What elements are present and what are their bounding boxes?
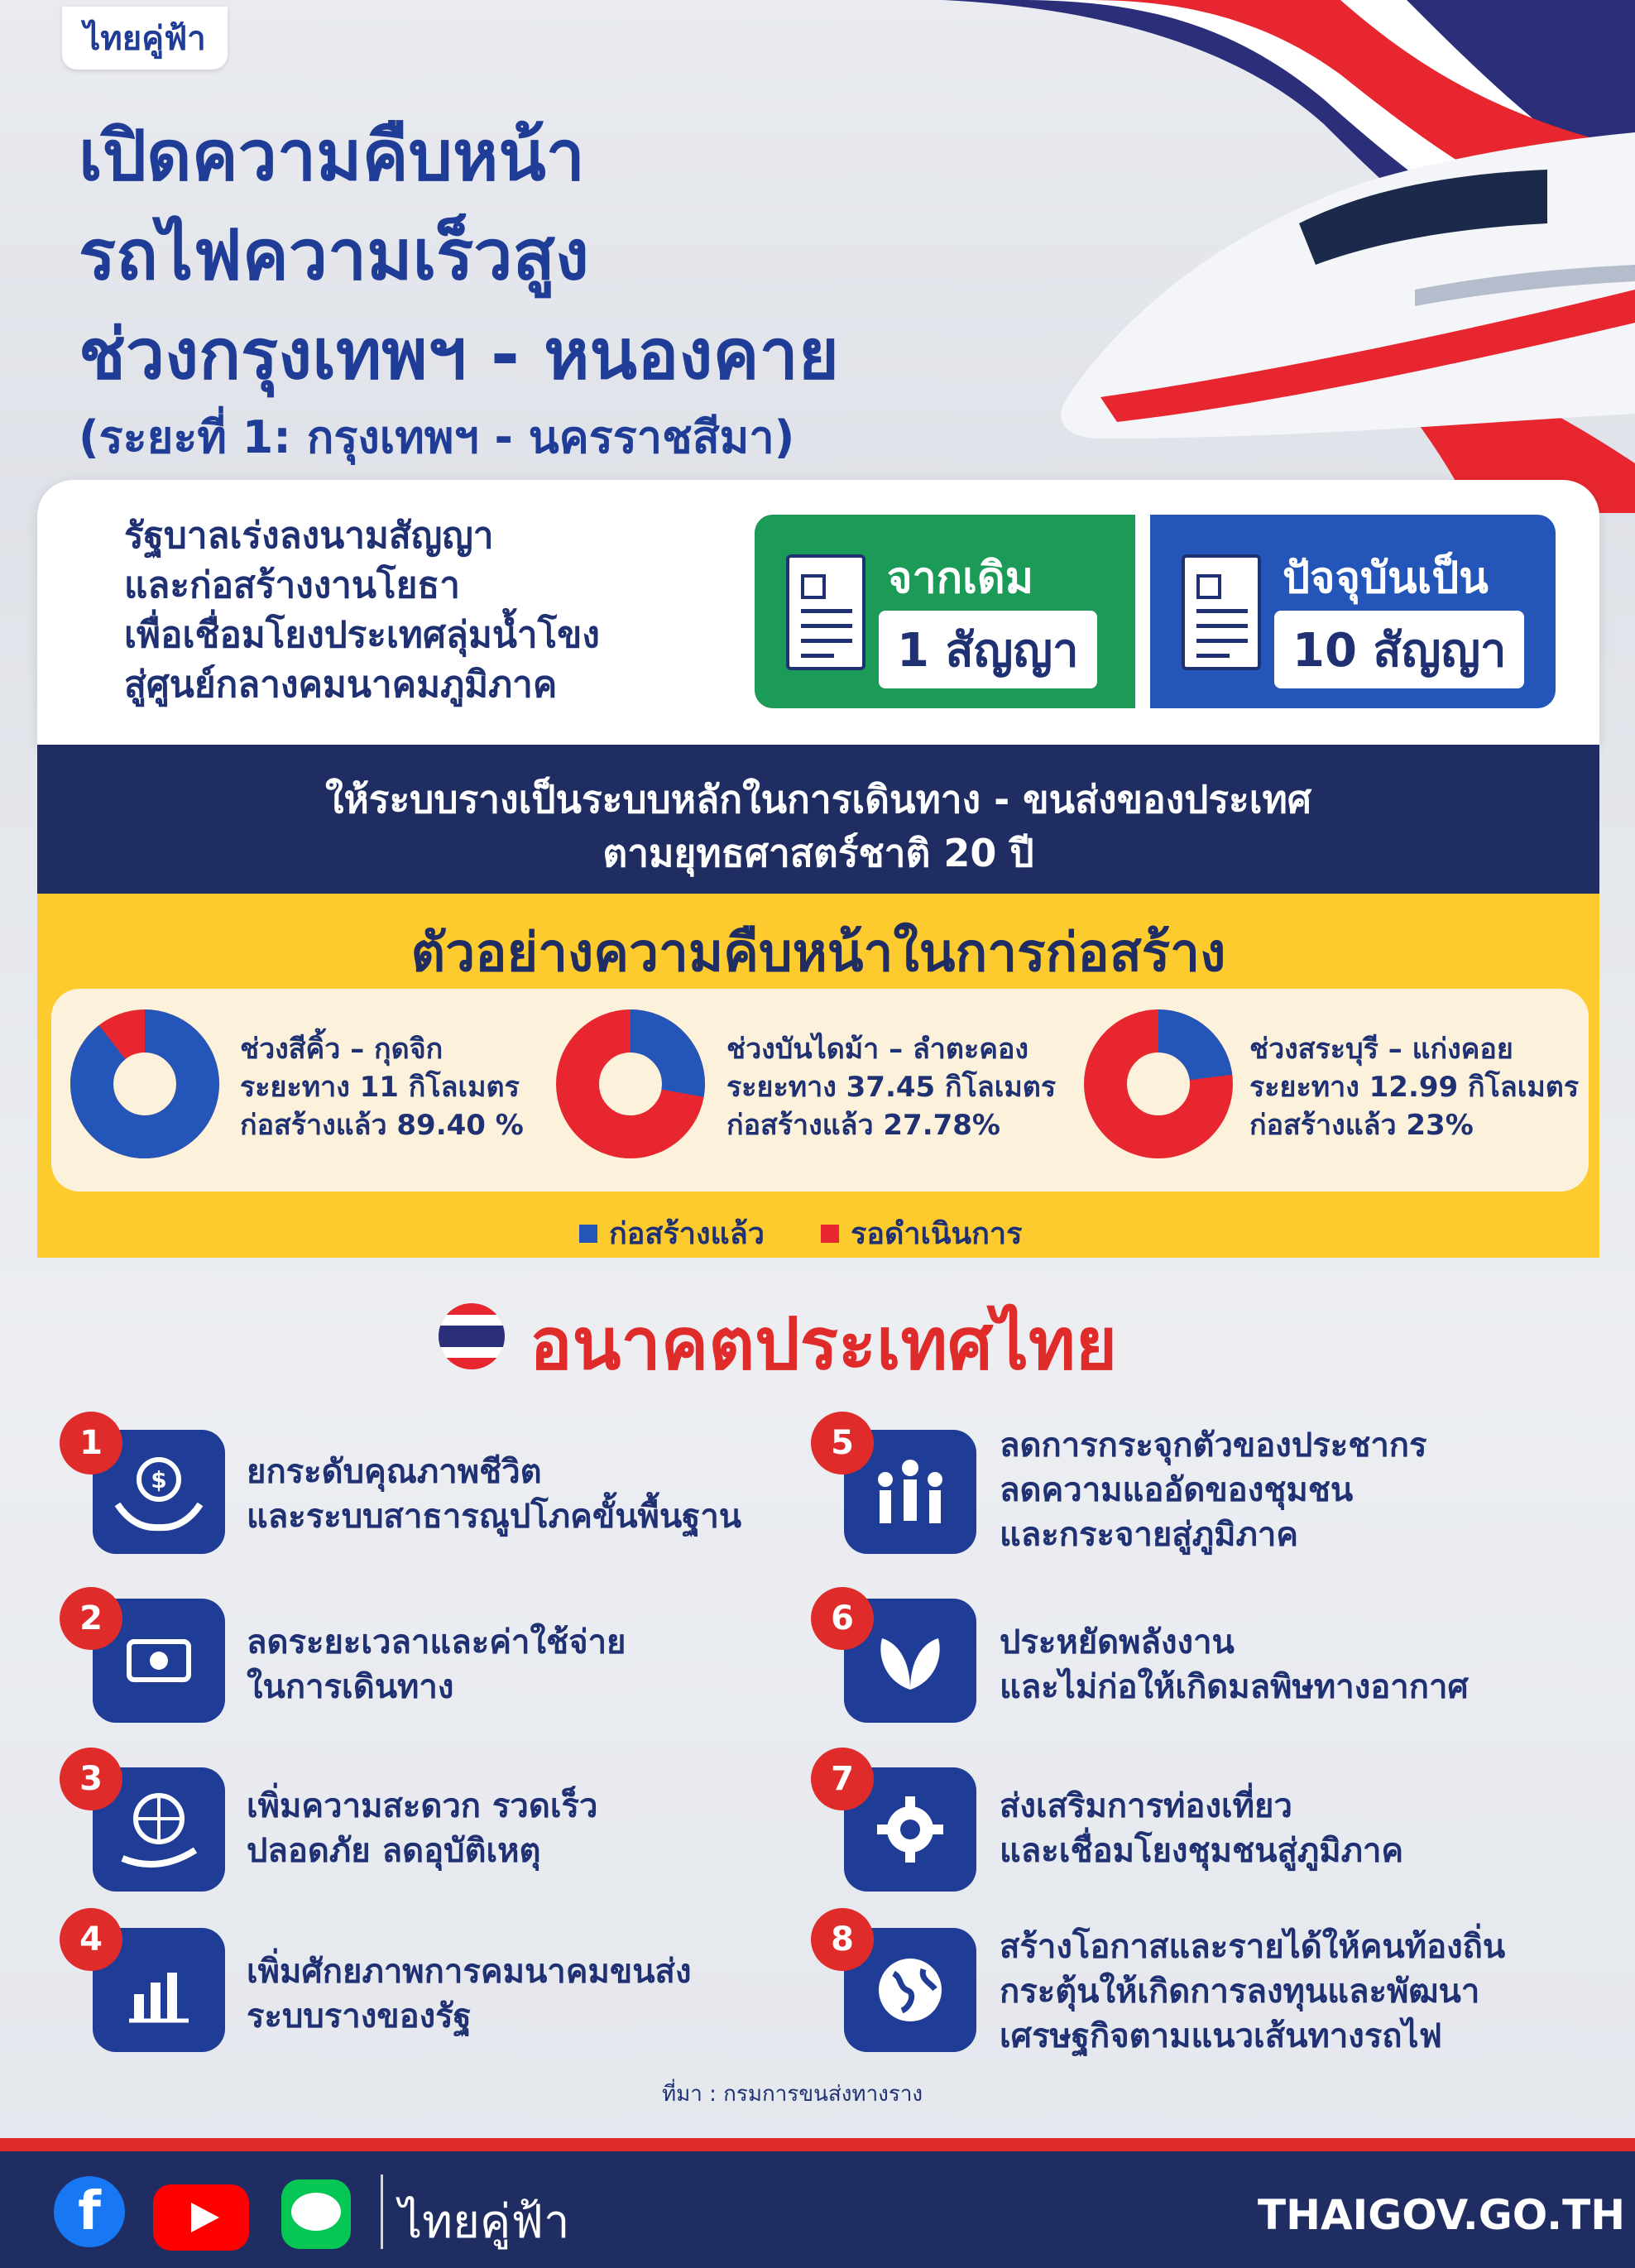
future-item-line: และระบบสาธารณูปโภคขั้นพื้นฐาน xyxy=(247,1498,742,1536)
page-title-line2: รถไฟความเร็วสูง xyxy=(79,214,589,295)
contract-now-label: ปัจจุบันเป็น xyxy=(1283,554,1489,603)
progress-distance: ระยะทาง 12.99 กิโลเมตร xyxy=(1249,1071,1580,1104)
future-title: อนาคตประเทศไทย xyxy=(530,1303,1118,1386)
train-illustration xyxy=(1051,124,1635,463)
future-item-line: ลดความแออัดของชุมชน xyxy=(1000,1471,1354,1509)
progress-item-3 xyxy=(1249,1030,1579,1144)
progress-status: ก่อสร้างแล้ว 23% xyxy=(1249,1109,1474,1142)
future-item-line: และกระจายสู่ภูมิภาค xyxy=(1000,1516,1299,1554)
progress-item-1 xyxy=(240,1030,524,1144)
source-note: ที่มา : กรมการขนส่งทางราง xyxy=(662,2082,923,2107)
page-subtitle: (ระยะที่ 1: กรุงเทพฯ - นครราชสีมา) xyxy=(79,411,795,463)
future-item-line: ในการเดินทาง xyxy=(247,1668,454,1706)
contract-now-value: 10 สัญญา xyxy=(1292,623,1507,678)
line-icon[interactable] xyxy=(281,2179,351,2249)
future-item-line: กระตุ้นให้เกิดการลงทุนและพัฒนา xyxy=(1000,1973,1480,2011)
future-item-line: และไม่ก่อให้เกิดมลพิษทางอากาศ xyxy=(1000,1668,1469,1706)
future-item-line: ลดระยะเวลาและค่าใช้จ่าย xyxy=(247,1623,626,1661)
future-item-line: ส่งเสริมการท่องเที่ยว xyxy=(1000,1787,1292,1825)
item-number-6: 6 xyxy=(811,1587,874,1650)
thaikufa-logo xyxy=(62,7,228,70)
future-item-6 xyxy=(1000,1620,1469,1709)
footer-divider xyxy=(381,2174,383,2249)
document-icon xyxy=(786,554,865,670)
footer-url[interactable]: THAIGOV.GO.TH xyxy=(1258,2191,1626,2239)
future-item-line: เพิ่มความสะดวก รวดเร็ว xyxy=(247,1787,598,1825)
item-number-7: 7 xyxy=(811,1748,874,1810)
future-item-line: ประหยัดพลังงาน xyxy=(1000,1623,1235,1661)
progress-donut-2 xyxy=(556,1009,705,1158)
future-item-line: ลดการกระจุกตัวของประชากร xyxy=(1000,1426,1427,1465)
future-item-2 xyxy=(247,1620,626,1709)
government-line: และก่อสร้างงานโยธา xyxy=(124,564,460,607)
progress-distance: ระยะทาง 37.45 กิโลเมตร xyxy=(726,1071,1057,1104)
future-item-line: ยกระดับคุณภาพชีวิต xyxy=(247,1453,542,1491)
contract-from-label: จากเดิม xyxy=(887,554,1033,603)
youtube-icon[interactable] xyxy=(153,2184,249,2251)
progress-title: ตัวอย่างความคืบหน้าในการก่อสร้าง xyxy=(410,923,1226,984)
legend-done-label: ก่อสร้างแล้ว xyxy=(609,1217,765,1251)
government-line: เพื่อเชื่อมโยงประเทศลุ่มน้ำโขง xyxy=(124,614,600,656)
government-line: สู่ศูนย์กลางคมนาคมภูมิภาค xyxy=(124,664,558,706)
government-statement xyxy=(124,511,753,710)
government-line: รัฐบาลเร่งลงนามสัญญา xyxy=(124,515,494,557)
future-item-3 xyxy=(247,1784,597,1873)
item-number-1: 1 xyxy=(60,1412,122,1474)
progress-segment: ช่วงสระบุรี – แก่งคอย xyxy=(1249,1033,1513,1066)
progress-donut-3 xyxy=(1084,1009,1233,1158)
progress-legend xyxy=(579,1210,1022,1257)
donut-done-arc xyxy=(92,1031,198,1137)
legend-swatch-done xyxy=(579,1225,597,1243)
footer-brand: ไทยคู่ฟ้า xyxy=(399,2195,570,2249)
page-title-line3: ช่วงกรุงเทพฯ - หนองคาย xyxy=(79,314,839,395)
future-item-5 xyxy=(1000,1423,1427,1557)
progress-segment: ช่วงบันไดม้า – ลำตะคอง xyxy=(726,1033,1028,1066)
future-item-line: และเชื่อมโยงชุมชนสู่ภูมิภาค xyxy=(1000,1832,1404,1870)
future-item-8 xyxy=(1000,1925,1505,2059)
future-item-line: สร้างโอกาสและรายได้ให้คนท้องถิ่น xyxy=(1000,1928,1506,1966)
future-item-7 xyxy=(1000,1784,1403,1873)
progress-segment: ช่วงสีคิ้ว – กุดจิก xyxy=(240,1033,444,1066)
item-number-2: 2 xyxy=(60,1587,122,1650)
future-item-line: เพิ่มศักยภาพการคมนาคมขนส่ง xyxy=(247,1953,692,1991)
item-number-5: 5 xyxy=(811,1412,874,1474)
contract-now-card xyxy=(1150,515,1556,708)
thai-flag-icon xyxy=(439,1303,505,1369)
future-item-line: ปลอดภัย ลดอุบัติเหตุ xyxy=(247,1832,541,1870)
page-title-line1: เปิดความคืบหน้า xyxy=(79,115,585,196)
progress-distance: ระยะทาง 11 กิโลเมตร xyxy=(240,1071,520,1104)
contract-from-value: 1 สัญญา xyxy=(897,623,1079,678)
future-item-1 xyxy=(247,1450,741,1539)
item-number-8: 8 xyxy=(811,1908,874,1971)
facebook-icon[interactable]: f xyxy=(54,2176,125,2247)
svg-text:$: $ xyxy=(151,1466,167,1494)
future-item-line: ระบบรางของรัฐ xyxy=(247,1997,472,2035)
future-item-4 xyxy=(247,1949,692,2039)
item-number-3: 3 xyxy=(60,1748,122,1810)
document-icon xyxy=(1182,554,1261,670)
progress-item-2 xyxy=(726,1030,1056,1144)
strategy-line2: ตามยุทธศาสตร์ชาติ 20 ปี xyxy=(602,831,1034,875)
legend-swatch-pending xyxy=(821,1225,839,1243)
logo-text: ไทยคู่ฟ้า xyxy=(84,20,206,58)
strategy-line1: ให้ระบบรางเป็นระบบหลักในการเดินทาง - ขนส่งของประเทศ xyxy=(324,777,1312,822)
legend-pending-label: รอดำเนินการ xyxy=(851,1217,1023,1251)
item-number-4: 4 xyxy=(60,1908,122,1971)
footer-accent xyxy=(0,2138,1635,2151)
future-item-line: เศรษฐกิจตามแนวเส้นทางรถไฟ xyxy=(1000,2017,1442,2055)
progress-status: ก่อสร้างแล้ว 89.40 % xyxy=(240,1109,524,1142)
progress-status: ก่อสร้างแล้ว 27.78% xyxy=(726,1109,1001,1142)
progress-donut-1 xyxy=(70,1009,219,1158)
contract-from-card xyxy=(755,515,1135,708)
